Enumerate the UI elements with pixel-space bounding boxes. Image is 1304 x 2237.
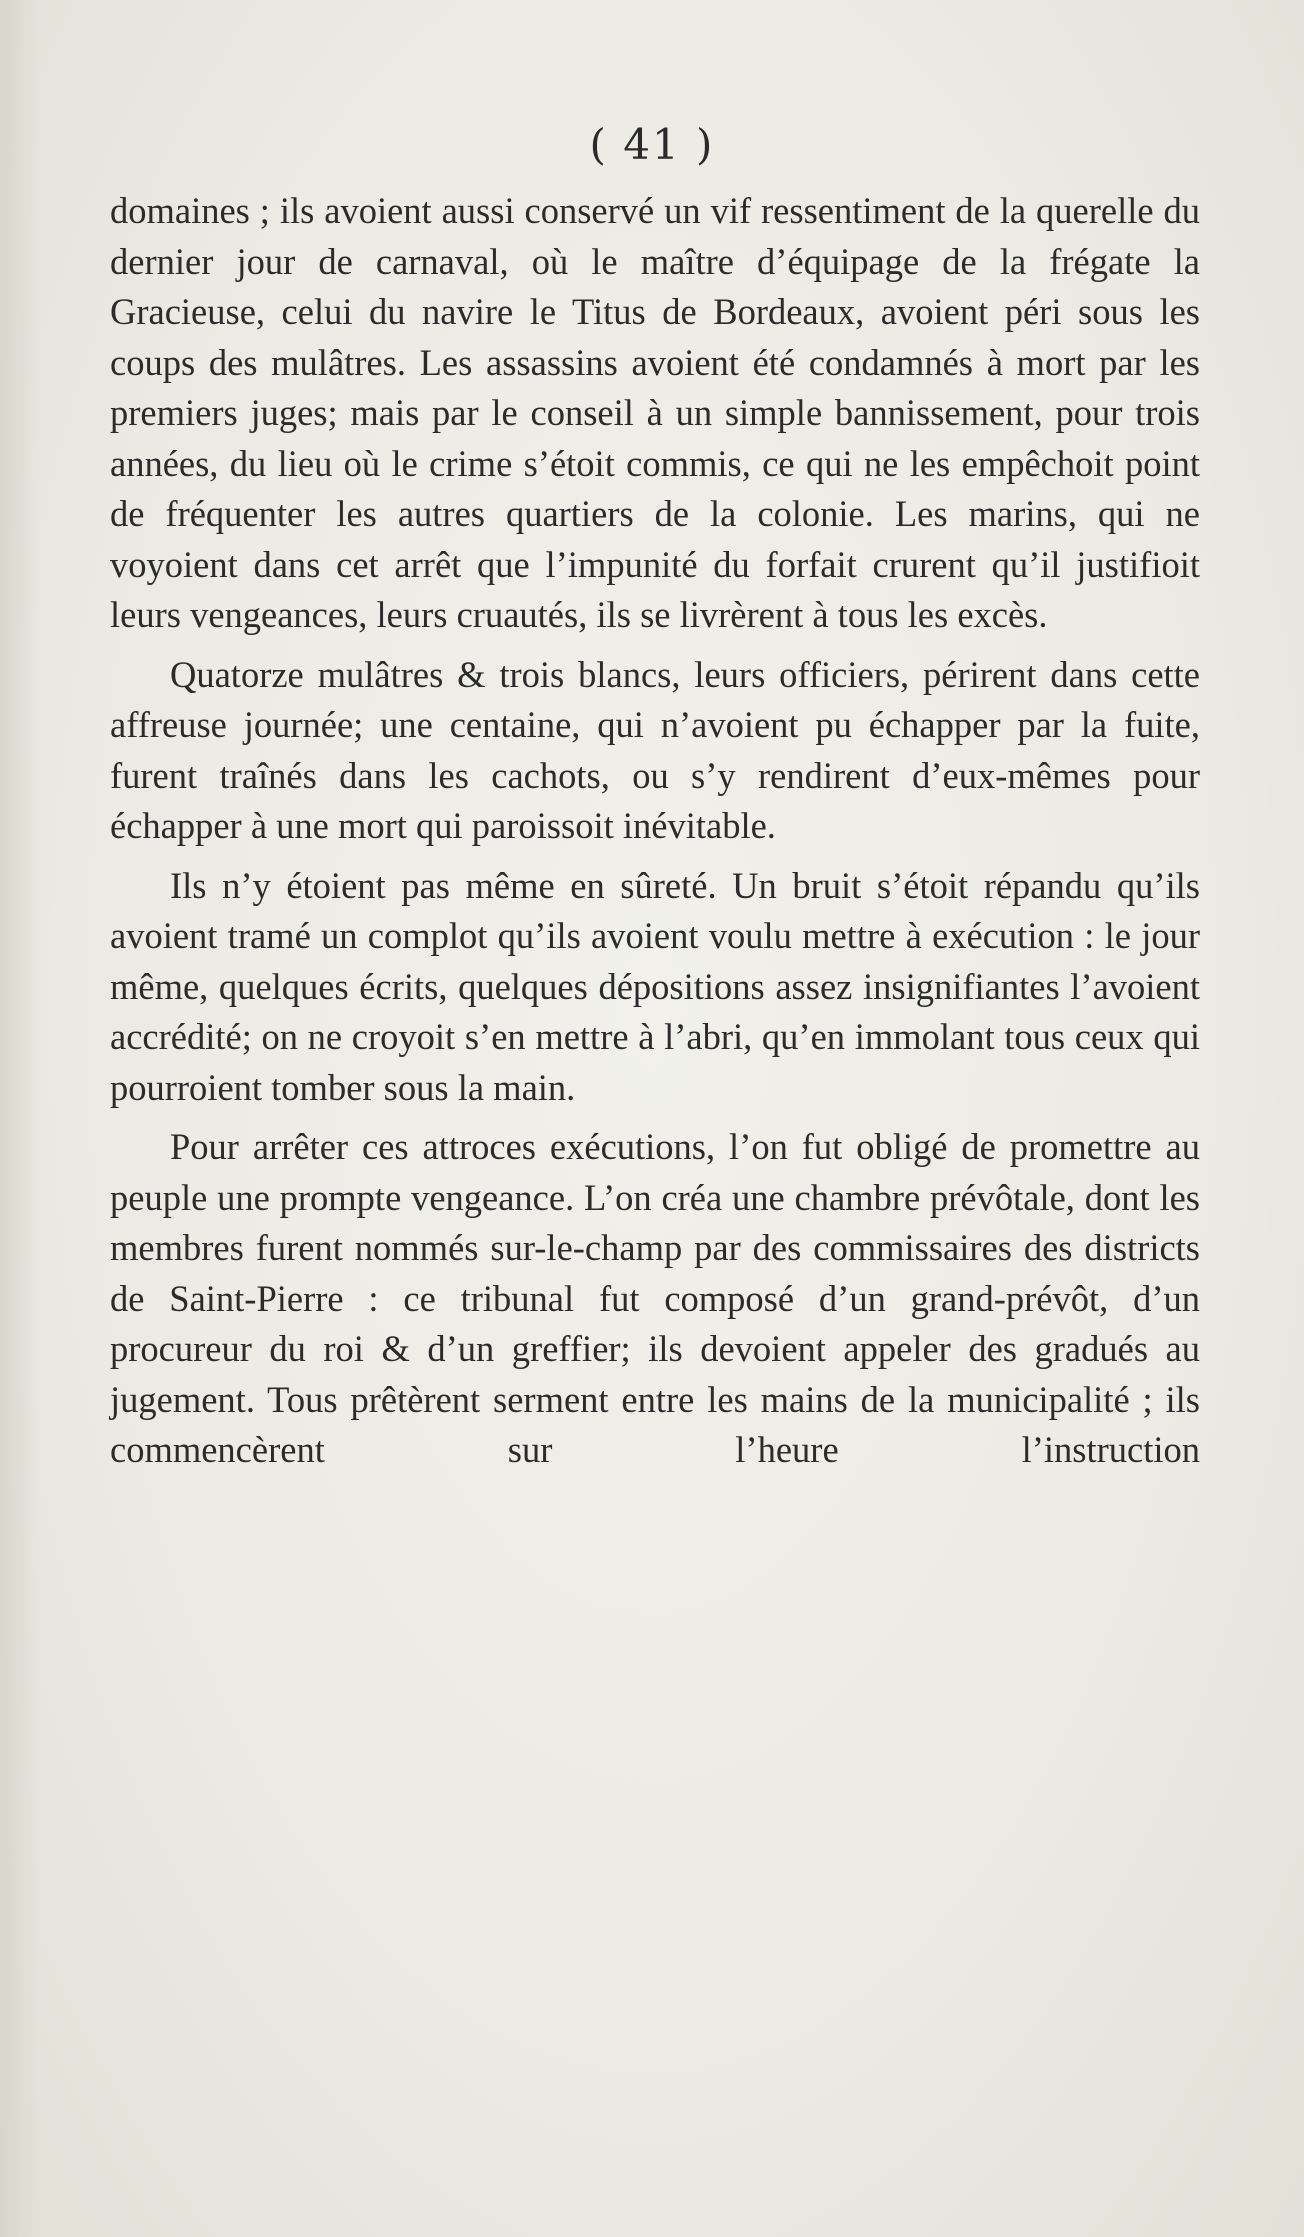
page-number: ( 41 ) — [589, 120, 715, 169]
paragraph: domaines ; ils avoient aussi conservé un vif ressentiment de la querelle du dernier jour de carnaval, où le maître d’équipage de la frégate la Gracieuse, celui du navire le Titus de Bordeaux, avoient péri sous les coups des mulâtres. Les assassins avoient été condamnés à mort par les premiers juges; mais par le conseil à un simple bannissement, pour trois années, du lieu où le crime s’étoit commis, ce qui ne les empêchoit point de fréquenter les autres quartiers de la colonie. Les marins, qui ne voyoient dans cet arrêt que l’impunité du forfait crurent qu’il justifioit leurs vengeances, leurs cruautés, ils se livrèrent à tous les excès. — [110, 190, 1200, 635]
paragraph: Ils n’y étoient pas même en sûreté. Un bruit s’étoit répandu qu’ils avoient tramé un complot qu’ils avoient voulu mettre à exécution : le jour même, quelques écrits, quelques dépositions assez insignifiantes l’avoient accrédité; on ne croyoit s’en mettre à l’abri, qu’en immolant tous ceux qui pourroient tomber sous la main. — [110, 864, 1200, 1108]
body-text — [110, 186, 1200, 1476]
spine-shadow — [0, 0, 40, 2237]
paragraph: Pour arrêter ces attroces exécutions, l’on fut obligé de promettre au peuple une prompte vengeance. L’on créa une chambre prévôtale, dont les membres furent nommés sur-le-champ par des commissaires des districts de Saint-Pierre : ce tribunal fut composé d’un grand-prévôt, d’un procureur du roi & d’un greffier; ils devoient appeler des gradués au jugement. Tous prêtèrent serment entre les mains de la municipalité ; ils commencèrent sur l’heure l’instruction — [110, 1126, 1200, 1470]
paragraph: Quatorze mulâtres & trois blancs, leurs officiers, périrent dans cette affreuse journée; une centaine, qui n’avoient pu échapper par la fuite, furent traînés dans les cachots, ou s’y rendirent d’eux-mêmes pour échapper à une mort qui paroissoit inévitable. — [110, 653, 1200, 846]
